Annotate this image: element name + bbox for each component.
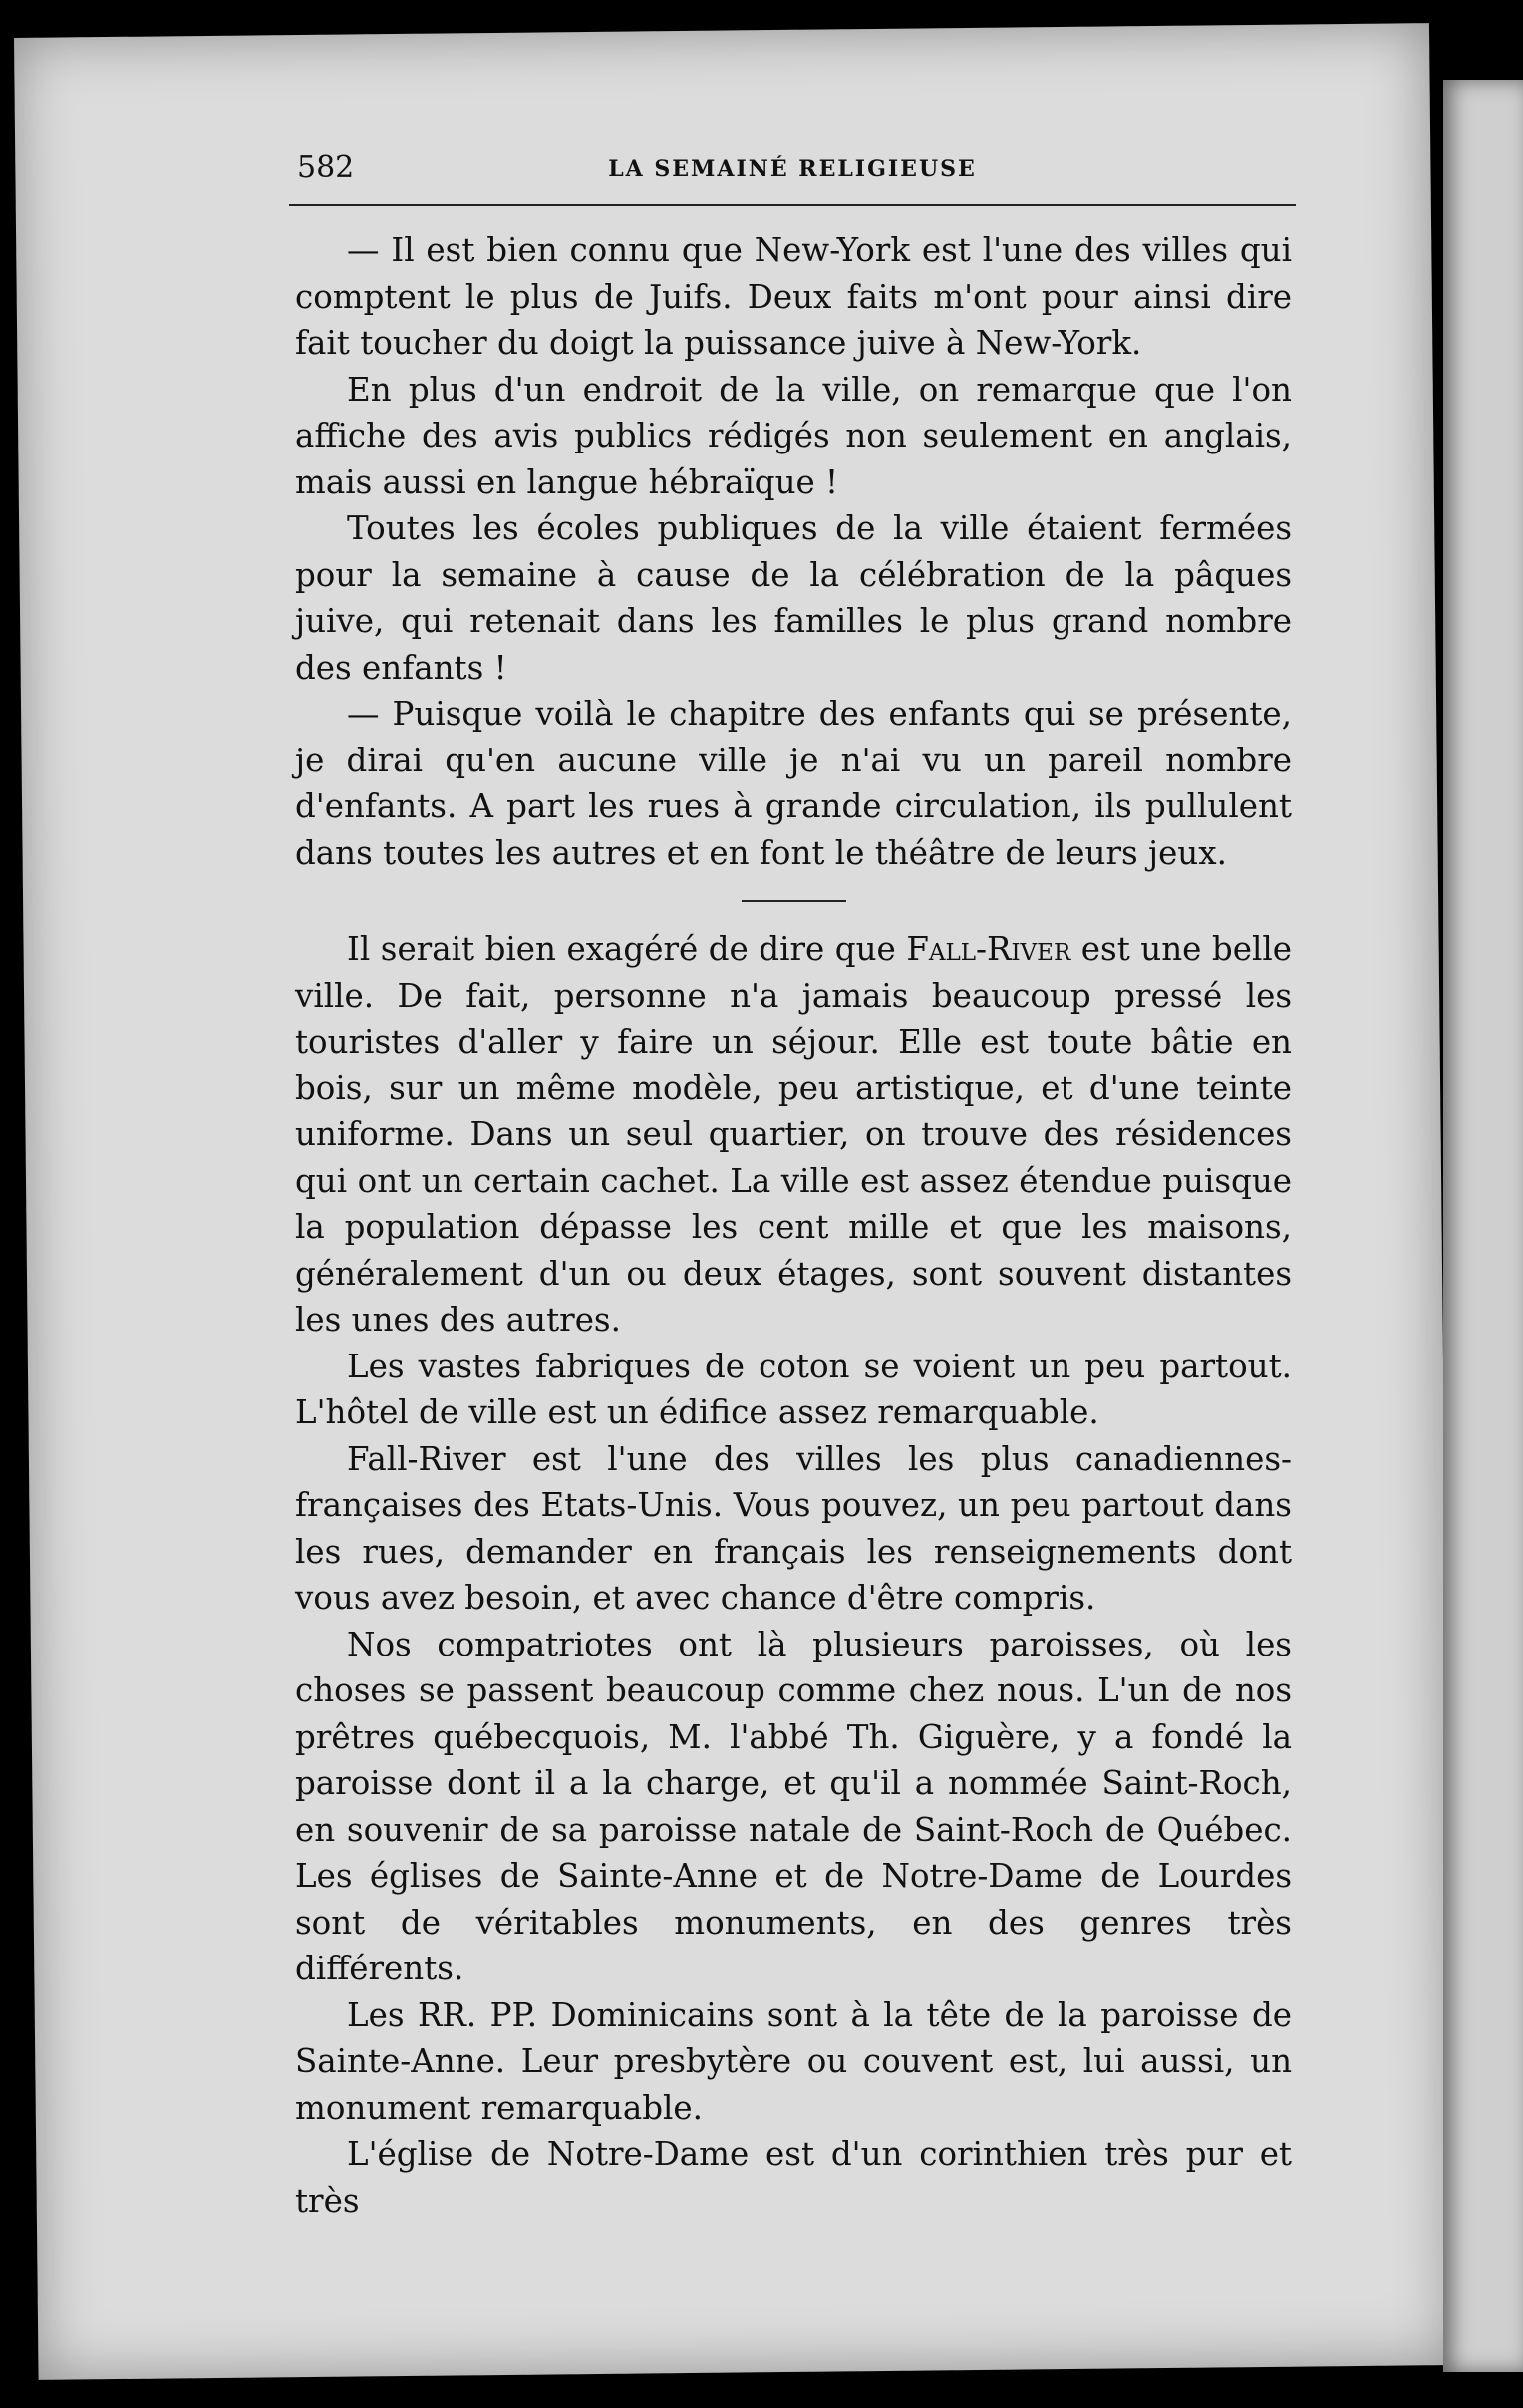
paragraph: — Puisque voilà le chapitre des enfants qui se présente, je dirai qu'en aucune ville je n'ai vu un pareil nombre d'enfants. A part les rues à grande circulation, ils pullulent dans toutes les autres et en font le théâtre de leurs jeux.	[295, 695, 1292, 872]
paragraph: L'église de Notre-Dame est d'un corinthien très pur et très	[295, 2135, 1292, 2220]
paragraph: — Il est bien connu que New-York est l'une des villes qui comptent le plus de Juifs. Deux faits m'ont pour ainsi dire fait toucher du doigt la puissance juive à New-York.	[295, 231, 1292, 362]
facing-page-edge	[1443, 80, 1523, 2372]
page-number: 582	[297, 150, 355, 185]
paragraph-text-start: Il serait bien exagéré de dire que	[347, 930, 907, 968]
paragraph-fall-river	[295, 926, 1292, 1344]
paragraph-text-end: est une belle ville. De fait, personne n'a jamais beaucoup pressé les touristes d'aller y faire un séjour. Elle est toute bâtie en bois, sur un même modèle, peu artistique, et d'une teinte uniforme. Dans un seul quartier, on trouve des résidences qui ont un certain cachet. La ville est assez étendue puisque la population dépasse les cent mille et que les maisons, généralement d'un ou deux étages, sont souvent distantes les unes des autres.	[295, 930, 1292, 1339]
paragraph: Fall-River est l'une des villes les plus canadiennes-françaises des Etats-Unis. Vous pouvez, un peu partout dans les rues, demander en français les renseignements dont vous avez besoin, et avec chance d'être compris.	[295, 1439, 1292, 1617]
section-separator	[742, 900, 846, 902]
paragraph: Toutes les écoles publiques de la ville étaient fermées pour la semaine à cause de la célébration de la pâques juive, qui retenait dans les familles le plus grand nombre des enfants !	[295, 509, 1292, 687]
running-head: LA SEMAINÉ RELIGIEUSE	[608, 156, 977, 182]
page-header	[289, 145, 1296, 206]
paragraph: Les vastes fabriques de coton se voient un peu partout. L'hôtel de ville est un édifice assez remarquable.	[295, 1347, 1292, 1431]
body-text	[295, 227, 1292, 2224]
paragraph: Nos compatriotes ont là plusieurs paroisses, où les choses se passent beaucoup comme chez nous. L'un de nos prêtres québecquois, M. l'abbé Th. Giguère, y a fondé la paroisse dont il a la charge, et qu'il a nommée Saint-Roch, en souvenir de sa paroisse natale de Saint-Roch de Québec. Les églises de Sainte-Anne et de Notre-Dame de Lourdes sont de véritables monuments, en des genres très différents.	[295, 1625, 1292, 1987]
paragraph: En plus d'un endroit de la ville, on remarque que l'on affiche des avis publics rédigés non seulement en anglais, mais aussi en langue hébraïque !	[295, 370, 1292, 501]
paragraph: Les RR. PP. Dominicains sont à la tête de la paroisse de Sainte-Anne. Leur presbytère ou couvent est, lui aussi, un monument remarquable.	[295, 1995, 1292, 2127]
place-name-small-caps: Fall-River	[906, 930, 1071, 968]
